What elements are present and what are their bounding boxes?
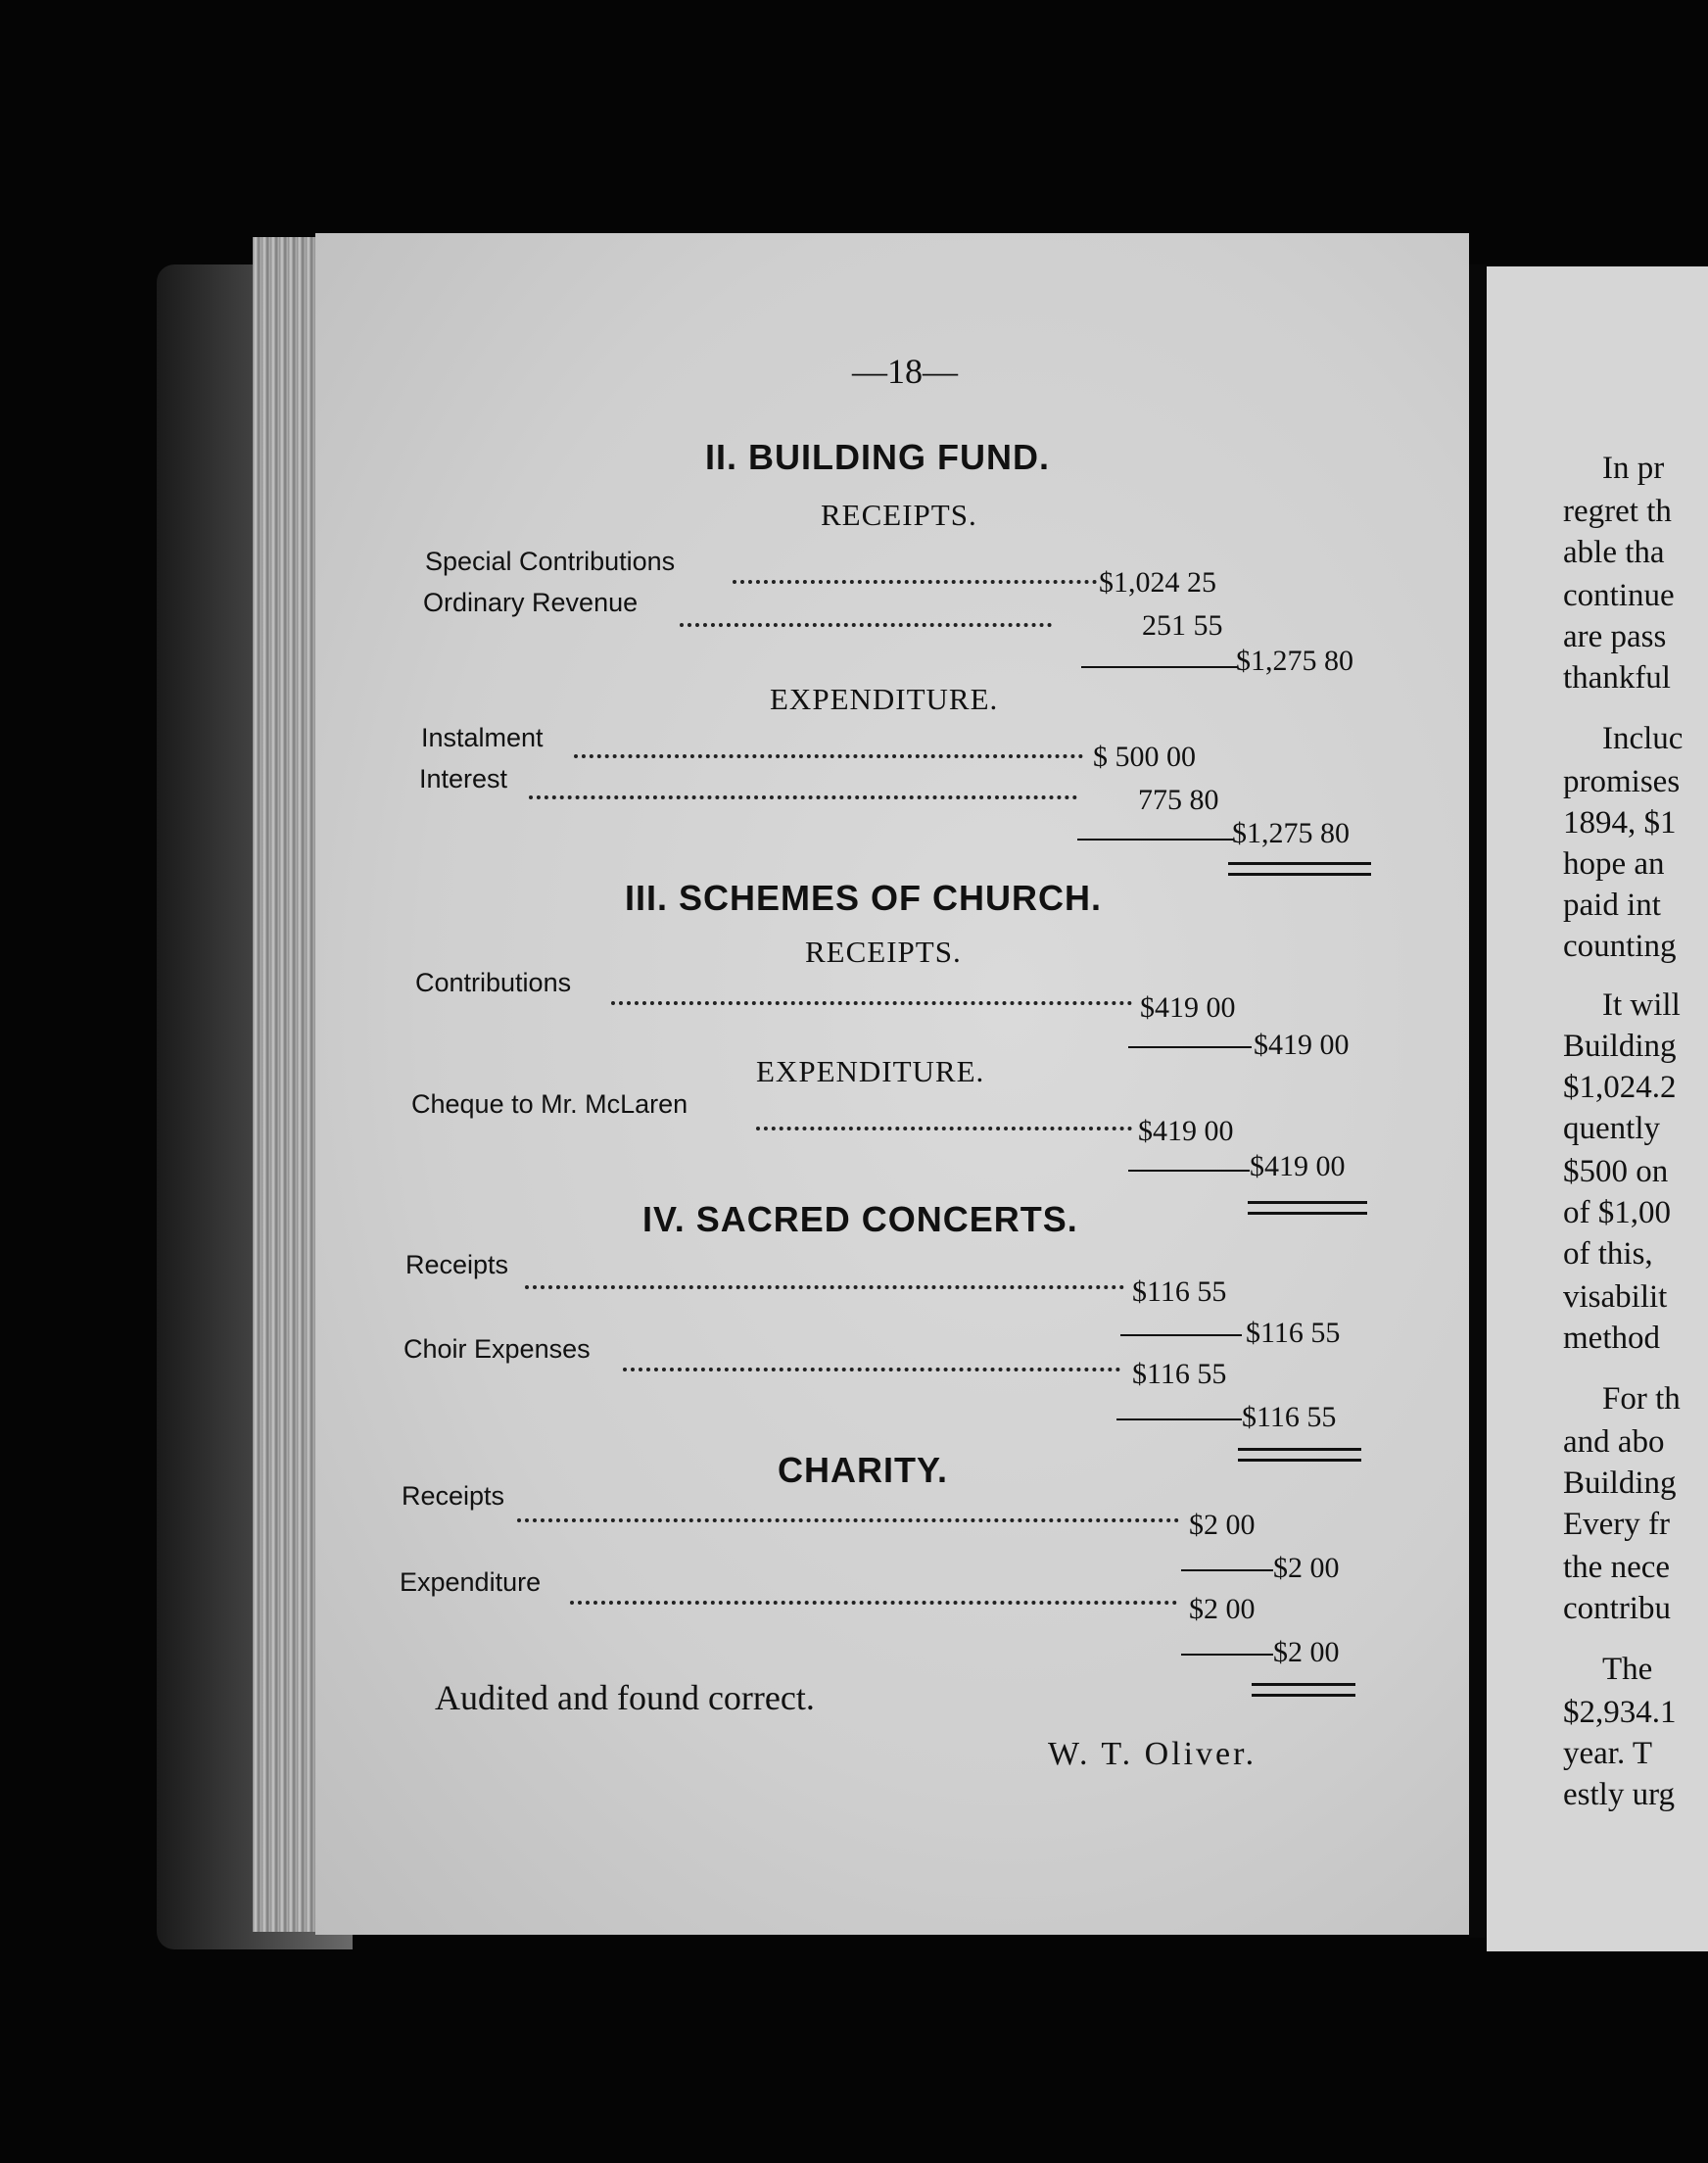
right-page xyxy=(1487,266,1708,1951)
right-page-line: For th xyxy=(1602,1381,1681,1417)
concerts-receipts-total: $116 55 xyxy=(1246,1317,1341,1349)
right-page-line: $1,024.2 xyxy=(1563,1070,1677,1105)
dot-leader xyxy=(517,1518,1179,1522)
right-page-line: of $1,00 xyxy=(1563,1195,1671,1230)
charity-receipt-label: Receipts xyxy=(402,1481,505,1511)
concerts-receipt-label: Receipts xyxy=(405,1250,509,1279)
concerts-expenditure-total: $116 55 xyxy=(1242,1401,1337,1433)
dot-leader xyxy=(680,623,1052,627)
schemes-receipt-label: Contributions xyxy=(415,968,572,997)
right-page-line: visabilit xyxy=(1563,1279,1668,1315)
charity-expenditure-label: Expenditure xyxy=(400,1567,542,1597)
schemes-title: III. SCHEMES OF CHURCH. xyxy=(625,878,1103,918)
total-rule xyxy=(1128,1046,1252,1048)
building-fund-expenditure-label: Interest xyxy=(419,764,508,793)
right-page-line: 1894, $1 xyxy=(1563,805,1677,841)
right-page-line: hope an xyxy=(1563,846,1665,882)
schemes-receipts-total: $419 00 xyxy=(1254,1029,1350,1061)
dot-leader xyxy=(574,754,1083,758)
right-page-line: able tha xyxy=(1563,535,1665,570)
book-spine xyxy=(1469,264,1487,1938)
schemes-receipts-heading: RECEIPTS. xyxy=(805,935,962,969)
right-page-line: Incluc xyxy=(1602,721,1684,756)
right-page-line: paid int xyxy=(1563,888,1661,923)
right-page-line: continue xyxy=(1563,578,1675,613)
double-rule xyxy=(1228,862,1371,876)
schemes-expenditure-amount: $419 00 xyxy=(1138,1115,1234,1147)
building-fund-expenditure-amount: 775 80 xyxy=(1138,784,1219,816)
building-fund-title: II. BUILDING FUND. xyxy=(705,437,1050,477)
right-page-line: counting xyxy=(1563,929,1677,964)
schemes-expenditure-heading: EXPENDITURE. xyxy=(756,1054,985,1088)
charity-expenditure-amount: $2 00 xyxy=(1189,1593,1256,1625)
right-page-line: year. T xyxy=(1563,1736,1653,1771)
right-page-line: Building xyxy=(1563,1466,1677,1501)
total-rule xyxy=(1081,666,1238,668)
total-rule xyxy=(1181,1569,1273,1571)
concerts-expenditure-amount: $116 55 xyxy=(1132,1358,1227,1390)
right-page-line: Building xyxy=(1563,1029,1677,1064)
right-page-line: It will xyxy=(1602,987,1681,1023)
right-page-line: regret th xyxy=(1563,494,1672,529)
page-number: —18— xyxy=(852,352,958,391)
right-page-line: of this, xyxy=(1563,1236,1653,1272)
schemes-expenditure-total: $419 00 xyxy=(1250,1150,1346,1182)
charity-receipts-total: $2 00 xyxy=(1273,1552,1340,1584)
right-page-line: the nece xyxy=(1563,1550,1671,1585)
charity-expenditure-total: $2 00 xyxy=(1273,1636,1340,1668)
concerts-title: IV. SACRED CONCERTS. xyxy=(642,1199,1078,1239)
double-rule xyxy=(1248,1201,1367,1215)
total-rule xyxy=(1077,839,1234,841)
right-page-line: method xyxy=(1563,1321,1660,1356)
right-page-line: Every fr xyxy=(1563,1507,1671,1542)
building-fund-receipt-amount: $1,024 25 xyxy=(1099,566,1216,599)
building-fund-receipts-heading: RECEIPTS. xyxy=(821,498,977,532)
right-page-line: are pass xyxy=(1563,619,1667,654)
total-rule xyxy=(1116,1418,1242,1420)
building-fund-expenditure-heading: EXPENDITURE. xyxy=(770,682,999,716)
dot-leader xyxy=(611,1001,1132,1005)
building-fund-expenditure-amount: $ 500 00 xyxy=(1093,741,1196,773)
charity-title: CHARITY. xyxy=(778,1450,949,1490)
right-page-line: The xyxy=(1602,1652,1653,1687)
building-fund-receipt-label: Ordinary Revenue xyxy=(423,588,639,617)
right-page-line: In pr xyxy=(1602,451,1665,486)
total-rule xyxy=(1120,1334,1242,1336)
dot-leader xyxy=(623,1368,1120,1371)
building-fund-receipt-label: Special Contributions xyxy=(425,547,676,576)
right-page-line: thankful xyxy=(1563,660,1671,696)
total-rule xyxy=(1128,1170,1250,1172)
right-page-line: and abo xyxy=(1563,1424,1665,1460)
dot-leader xyxy=(529,795,1077,799)
building-fund-expenditure-total: $1,275 80 xyxy=(1232,817,1350,849)
right-page-line: $2,934.1 xyxy=(1563,1695,1677,1730)
double-rule xyxy=(1252,1683,1355,1697)
right-page-line: contribu xyxy=(1563,1591,1671,1626)
page-stack-edges xyxy=(253,237,325,1932)
right-page-line: $500 on xyxy=(1563,1154,1669,1189)
schemes-expenditure-label: Cheque to Mr. McLaren xyxy=(411,1089,688,1119)
schemes-receipt-amount: $419 00 xyxy=(1140,991,1236,1024)
audit-note: Audited and found correct. xyxy=(435,1678,815,1717)
building-fund-receipt-amount: 251 55 xyxy=(1142,609,1223,642)
dot-leader xyxy=(570,1601,1177,1605)
concerts-expenditure-label: Choir Expenses xyxy=(403,1334,591,1364)
double-rule xyxy=(1238,1448,1361,1462)
auditor-signature: W. T. Oliver. xyxy=(1048,1736,1257,1772)
right-page-line: quently xyxy=(1563,1111,1660,1146)
dot-leader xyxy=(733,580,1097,584)
charity-receipt-amount: $2 00 xyxy=(1189,1509,1256,1541)
dot-leader xyxy=(525,1285,1124,1289)
right-page-line: promises xyxy=(1563,764,1681,799)
building-fund-expenditure-label: Instalment xyxy=(421,723,544,752)
total-rule xyxy=(1181,1654,1273,1656)
building-fund-receipts-total: $1,275 80 xyxy=(1236,645,1353,677)
concerts-receipt-amount: $116 55 xyxy=(1132,1275,1227,1308)
right-page-line: estly urg xyxy=(1563,1777,1675,1812)
dot-leader xyxy=(756,1127,1132,1130)
